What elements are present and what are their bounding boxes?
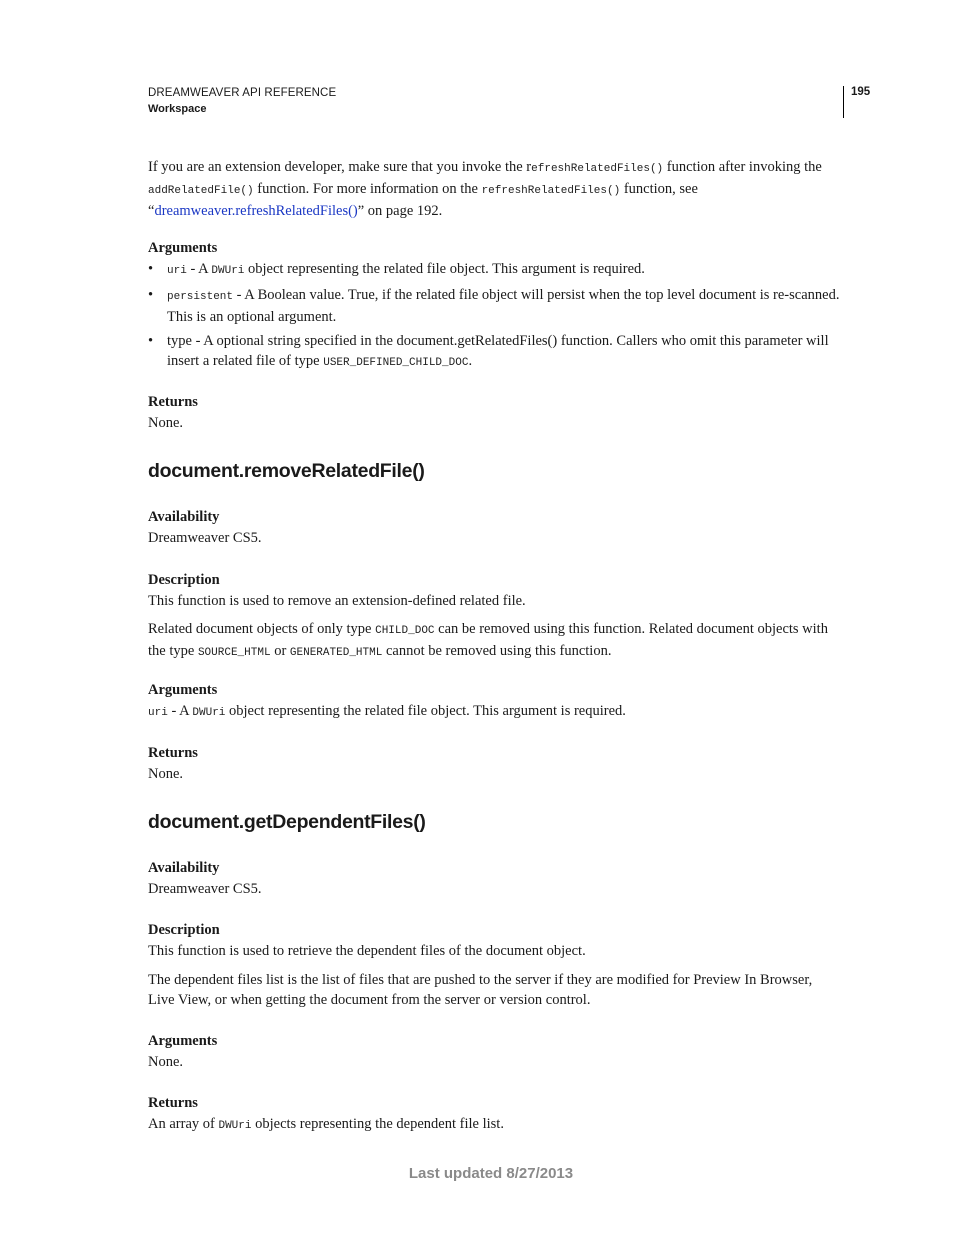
bullet-marker: •	[148, 261, 154, 277]
description-heading: Description	[148, 922, 220, 938]
bullet-marker: •	[148, 287, 154, 303]
returns-heading: Returns	[148, 745, 198, 761]
bullet-marker: •	[148, 333, 154, 349]
availability-text: Dreamweaver CS5.	[148, 530, 262, 546]
last-updated-footer: Last updated 8/27/2013	[408, 1165, 574, 1182]
returns-heading: Returns	[148, 1095, 198, 1111]
intro-paragraph: If you are an extension developer, make sure that you invoke the refreshRelatedFiles() function after invoking the addRelatedFile() function. For more information on the refreshRelatedFiles() function, see “dreamweaver.refreshRelatedFiles()” on page 192.	[148, 159, 822, 219]
running-header-section: Workspace	[148, 103, 207, 115]
returns-heading: Returns	[148, 394, 198, 410]
argument-persistent: persistent - A Boolean value. True, if the related file object will persist when the top level document is re-scanned. This is an optional argument.	[167, 287, 840, 325]
inline-code: refreshRelatedFiles()	[481, 185, 621, 197]
page-number-divider	[843, 86, 844, 118]
arguments-heading: Arguments	[148, 240, 218, 256]
description-heading: Description	[148, 572, 220, 588]
argument-type: type - A optional string specified in the document.getRelatedFiles() function. Callers who omit this parameter will insert a related file of type USER_DEFINED_CHILD_DOC.	[167, 333, 829, 369]
arguments-heading: Arguments	[148, 1033, 218, 1049]
arguments-text: uri - A DWUri object representing the related file object. This argument is required.	[148, 703, 626, 719]
returns-text: None.	[148, 415, 184, 431]
section-title-get-dependent-files: document.getDependentFiles()	[148, 811, 426, 833]
inline-code: addRelatedFile()	[148, 185, 254, 197]
page-number: 195	[851, 86, 871, 98]
cross-reference-link[interactable]: dreamweaver.refreshRelatedFiles()	[154, 203, 358, 219]
availability-heading: Availability	[148, 860, 220, 876]
description-detail: The dependent files list is the list of files that are pushed to the server if they are modified for Preview In Browser, Live View, or when getting the document from the server or version control.	[148, 972, 813, 1008]
argument-uri: uri - A DWUri object representing the related file object. This argument is required.	[167, 261, 645, 277]
description-detail: Related document objects of only type CHILD_DOC can be removed using this function. Related document objects with the type SOURCE_HTML or GENERATED_HTML cannot be removed using this function.	[148, 621, 828, 659]
inline-code: efreshRelatedFiles()	[531, 163, 664, 175]
arguments-text: None.	[148, 1054, 184, 1070]
returns-text: An array of DWUri objects representing the dependent file list.	[148, 1116, 504, 1132]
returns-text: None.	[148, 766, 184, 782]
availability-heading: Availability	[148, 509, 220, 525]
running-header-title: DREAMWEAVER API REFERENCE	[148, 87, 337, 99]
description-text: This function is used to remove an extension-defined related file.	[148, 593, 526, 609]
arguments-heading: Arguments	[148, 682, 218, 698]
section-title-remove-related-file: document.removeRelatedFile()	[148, 460, 425, 482]
description-text: This function is used to retrieve the dependent files of the document object.	[148, 943, 586, 959]
availability-text: Dreamweaver CS5.	[148, 881, 262, 897]
